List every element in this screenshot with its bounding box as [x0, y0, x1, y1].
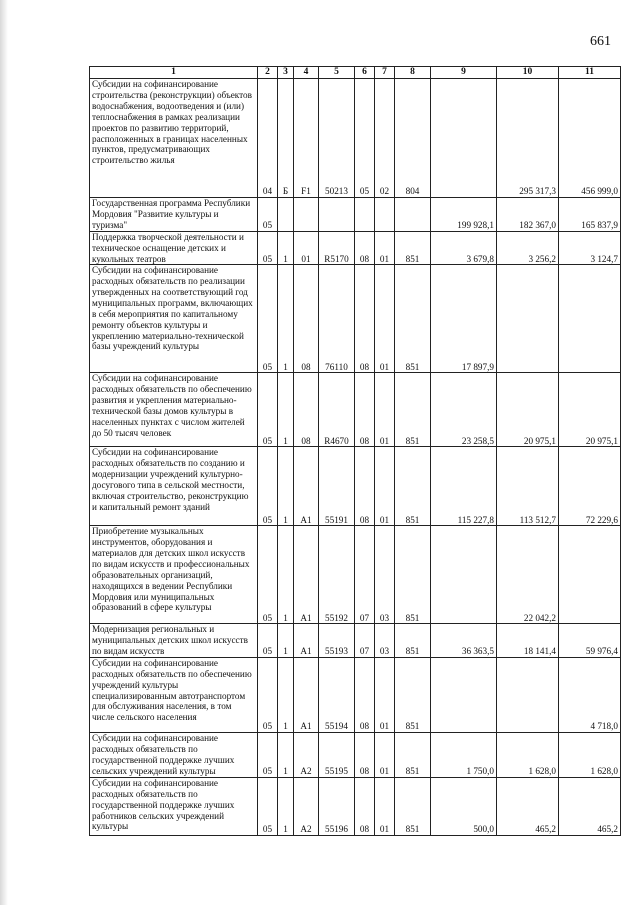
code-subsection	[375, 198, 395, 232]
col-header: 8	[395, 67, 431, 79]
code-subsection: 03	[375, 624, 395, 658]
code-event: 08	[294, 373, 319, 447]
code-event: A1	[294, 447, 319, 526]
code-section	[355, 198, 375, 232]
code-section: 08	[355, 447, 375, 526]
col-header: 11	[559, 67, 621, 79]
code-subsection: 01	[375, 265, 395, 373]
code-administrator	[395, 198, 431, 232]
table-row	[90, 373, 621, 447]
col-header: 2	[258, 67, 278, 79]
table-row	[90, 526, 621, 624]
code-event: F1	[294, 79, 319, 198]
header-row	[90, 67, 621, 79]
code-direction: 55196	[319, 777, 355, 835]
code-subprogram: 1	[278, 447, 294, 526]
amount-col10: 295 317,3	[497, 79, 559, 198]
col-header: 9	[431, 67, 497, 79]
code-subsection: 03	[375, 526, 395, 624]
code-administrator: 851	[395, 657, 431, 732]
table-row	[90, 265, 621, 373]
code-subsection: 02	[375, 79, 395, 198]
code-subprogram: 1	[278, 624, 294, 658]
code-subprogram: Б	[278, 79, 294, 198]
code-direction: 55192	[319, 526, 355, 624]
code-direction: 50213	[319, 79, 355, 198]
code-program: 04	[258, 79, 278, 198]
amount-col9	[431, 657, 497, 732]
code-subprogram: 1	[278, 657, 294, 732]
code-event	[294, 198, 319, 232]
table-row	[90, 657, 621, 732]
amount-col9: 36 363,5	[431, 624, 497, 658]
amount-col10	[497, 265, 559, 373]
amount-col10: 18 141,4	[497, 624, 559, 658]
code-direction	[319, 198, 355, 232]
code-administrator: 851	[395, 231, 431, 265]
amount-col11: 59 976,4	[559, 624, 621, 658]
code-administrator: 851	[395, 265, 431, 373]
code-section: 08	[355, 657, 375, 732]
amount-col10: 3 256,2	[497, 231, 559, 265]
amount-col9: 3 679,8	[431, 231, 497, 265]
amount-col10: 113 512,7	[497, 447, 559, 526]
scan-shadow	[0, 0, 8, 905]
code-section: 07	[355, 624, 375, 658]
col-header: 10	[497, 67, 559, 79]
amount-col9: 199 928,1	[431, 198, 497, 232]
code-event: 01	[294, 231, 319, 265]
col-header: 7	[375, 67, 395, 79]
code-subsection: 01	[375, 657, 395, 732]
code-section: 08	[355, 231, 375, 265]
code-event: 08	[294, 265, 319, 373]
amount-col9	[431, 526, 497, 624]
code-administrator: 851	[395, 777, 431, 835]
amount-col11: 4 718,0	[559, 657, 621, 732]
code-section: 08	[355, 732, 375, 777]
code-subprogram	[278, 198, 294, 232]
amount-col10: 22 042,2	[497, 526, 559, 624]
code-event: A2	[294, 732, 319, 777]
code-program: 05	[258, 526, 278, 624]
amount-col11: 20 975,1	[559, 373, 621, 447]
amount-col10: 465,2	[497, 777, 559, 835]
table-row	[90, 231, 621, 265]
code-program: 05	[258, 373, 278, 447]
amount-col11: 165 837,9	[559, 198, 621, 232]
code-event: A1	[294, 624, 319, 658]
code-subprogram: 1	[278, 526, 294, 624]
code-direction: R4670	[319, 373, 355, 447]
table-row	[90, 732, 621, 777]
code-administrator: 851	[395, 373, 431, 447]
code-event: A2	[294, 777, 319, 835]
code-subprogram: 1	[278, 732, 294, 777]
amount-col11: 3 124,7	[559, 231, 621, 265]
code-direction: 55194	[319, 657, 355, 732]
col-header: 3	[278, 67, 294, 79]
code-program: 05	[258, 624, 278, 658]
row-description: Субсидии на софинансирование расходных обязательств по государственной поддержке лучших сельских учреждений культуры	[90, 732, 258, 777]
page-number: 661	[590, 34, 611, 49]
code-direction: 76110	[319, 265, 355, 373]
code-program: 05	[258, 265, 278, 373]
row-description: Субсидии на софинансирование расходных обязательств по обеспечению развития и укрепления материально-технической базы домов культуры в населенных пунктах с числом жителей до 50 тысяч человек	[90, 373, 258, 447]
code-subprogram: 1	[278, 231, 294, 265]
col-header: 4	[294, 67, 319, 79]
amount-col9: 115 227,8	[431, 447, 497, 526]
amount-col9: 23 258,5	[431, 373, 497, 447]
row-description: Поддержка творческой деятельности и техническое оснащение детских и кукольных театров	[90, 231, 258, 265]
amount-col10	[497, 657, 559, 732]
row-description: Субсидии на софинансирование расходных обязательств по государственной поддержке лучших работников сельских учреждений культуры	[90, 777, 258, 835]
row-description: Государственная программа Республики Мордовия "Развитие культуры и туризма"	[90, 198, 258, 232]
code-subprogram: 1	[278, 777, 294, 835]
amount-col11	[559, 526, 621, 624]
row-description: Субсидии на софинансирование расходных обязательств по реализации утвержденных на соответствующий год муниципальных программ, включающих в себя мероприятия по капитальному ремонту объектов культуры и укреплению материально-технической базы учреждений культуры	[90, 265, 258, 373]
row-description: Приобретение музыкальных инструментов, оборудования и материалов для детских школ искусств по видам искусств и профессиональных образовательных организаций, находящихся в ведении Республики Мордовия или муниципальных образований в сфере культуры	[90, 526, 258, 624]
amount-col9	[431, 79, 497, 198]
amount-col10: 20 975,1	[497, 373, 559, 447]
code-program: 05	[258, 777, 278, 835]
amount-col11: 465,2	[559, 777, 621, 835]
code-subsection: 01	[375, 231, 395, 265]
table-row	[90, 777, 621, 835]
code-direction: R5170	[319, 231, 355, 265]
code-event: A1	[294, 526, 319, 624]
col-header: 1	[90, 67, 258, 79]
code-section: 08	[355, 777, 375, 835]
amount-col11: 72 229,6	[559, 447, 621, 526]
table-row	[90, 79, 621, 198]
code-program: 05	[258, 231, 278, 265]
amount-col11: 1 628,0	[559, 732, 621, 777]
code-administrator: 851	[395, 624, 431, 658]
col-header: 6	[355, 67, 375, 79]
code-subsection: 01	[375, 777, 395, 835]
row-description: Субсидии на софинансирование строительства (реконструкции) объектов водоснабжения, водоотведения и (или) теплоснабжения в рамках реализации проектов по развитию территорий, расположенных в границах населенных пунктов, предусматривающих строительство жилья	[90, 79, 258, 198]
code-administrator: 851	[395, 526, 431, 624]
code-direction: 55195	[319, 732, 355, 777]
code-subprogram: 1	[278, 265, 294, 373]
amount-col10: 1 628,0	[497, 732, 559, 777]
amount-col9: 1 750,0	[431, 732, 497, 777]
amount-col11	[559, 265, 621, 373]
code-administrator: 804	[395, 79, 431, 198]
code-subsection: 01	[375, 373, 395, 447]
row-description: Модернизация региональных и муниципальных детских школ искусств по видам искусств	[90, 624, 258, 658]
col-header: 5	[319, 67, 355, 79]
code-program: 05	[258, 447, 278, 526]
table-row	[90, 624, 621, 658]
amount-col11: 456 999,0	[559, 79, 621, 198]
table-row	[90, 447, 621, 526]
budget-table	[89, 66, 621, 836]
code-subsection: 01	[375, 447, 395, 526]
code-subsection: 01	[375, 732, 395, 777]
amount-col9: 17 897,9	[431, 265, 497, 373]
code-section: 05	[355, 79, 375, 198]
amount-col9: 500,0	[431, 777, 497, 835]
code-section: 07	[355, 526, 375, 624]
code-direction: 55191	[319, 447, 355, 526]
row-description: Субсидии на софинансирование расходных обязательств по созданию и модернизации учреждений культурно-досугового типа в сельской местности, включая строительство, реконструкцию и капитальный ремонт зданий	[90, 447, 258, 526]
code-subprogram: 1	[278, 373, 294, 447]
code-administrator: 851	[395, 732, 431, 777]
code-program: 05	[258, 657, 278, 732]
code-program: 05	[258, 732, 278, 777]
code-event: A1	[294, 657, 319, 732]
code-program: 05	[258, 198, 278, 232]
row-description: Субсидии на софинансирование расходных обязательств по обеспечению учреждений культуры специализированным автотранспортом для обслуживания населения, в том числе сельского населения	[90, 657, 258, 732]
code-direction: 55193	[319, 624, 355, 658]
code-section: 08	[355, 265, 375, 373]
code-section: 08	[355, 373, 375, 447]
code-administrator: 851	[395, 447, 431, 526]
amount-col10: 182 367,0	[497, 198, 559, 232]
table-row	[90, 198, 621, 232]
